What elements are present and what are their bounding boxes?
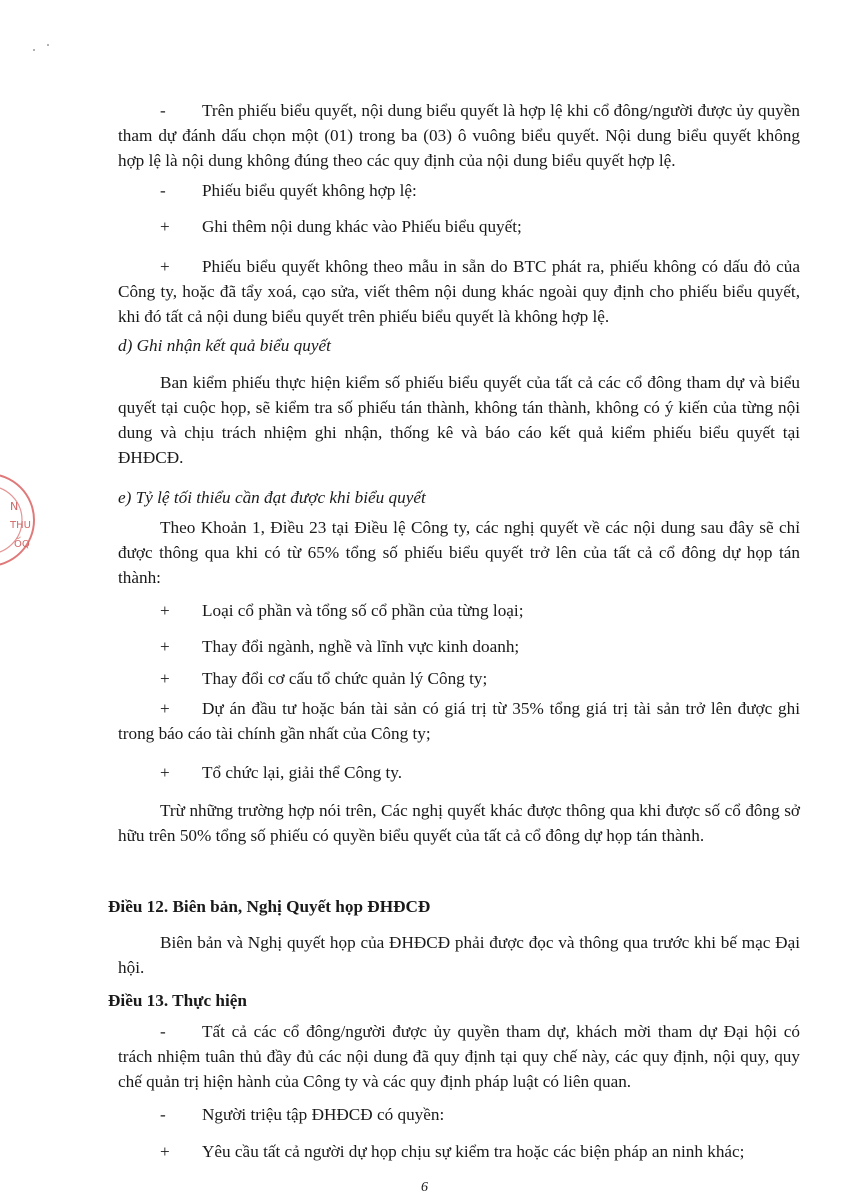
list-marker: -	[160, 1105, 166, 1124]
scan-speck	[33, 49, 35, 51]
scan-speck	[47, 44, 49, 46]
section-heading-e: e) Tỷ lệ tối thiểu cần đạt được khi biểu quyết	[118, 488, 426, 507]
list-item	[118, 214, 800, 239]
paragraph-text: Phiếu biểu quyết không theo mẫu in sẵn do BTC phát ra, phiếu không có dấu đỏ của Công ty, hoặc đã tẩy xoá, cạo sửa, viết thêm nội dung khác ngoài quy định cho phiếu biểu quyết, khi đó tất cả nội dung biểu quyết trên phiếu biểu quyết là không hợp lệ.	[118, 257, 800, 326]
list-marker: +	[160, 601, 170, 620]
paragraph-text: Thay đổi cơ cấu tổ chức quản lý Công ty;	[202, 669, 488, 688]
list-item	[118, 760, 800, 785]
paragraph-text: Trên phiếu biểu quyết, nội dung biểu quyết là hợp lệ khi cổ đông/người được ủy quyền tham dự đánh dấu chọn một (01) trong ba (03) ô vuông biểu quyết. Nội dung biểu quyết không hợp lệ là nội dung không đúng theo các quy định của nội dung biểu quyết hợp lệ.	[118, 101, 800, 170]
paragraph-text: Tổ chức lại, giải thể Công ty.	[202, 763, 403, 782]
article-13-heading: Điều 13. Thực hiện	[108, 991, 247, 1010]
paragraph-text: Người triệu tập ĐHĐCĐ có quyền:	[202, 1105, 445, 1124]
paragraph-text: Loại cổ phần và tổng số cổ phần của từng loại;	[202, 601, 524, 620]
svg-text:ỐQ: ỐQ	[14, 539, 30, 550]
list-marker: -	[160, 181, 166, 200]
list-item	[118, 696, 800, 746]
list-marker: +	[160, 637, 170, 656]
paragraph-text: Thay đổi ngành, nghề và lĩnh vực kinh doanh;	[202, 637, 520, 656]
paragraph-valid-ballot	[118, 98, 800, 173]
list-marker: +	[160, 669, 170, 688]
paragraph-invalid-ballot	[118, 178, 800, 203]
list-marker: -	[160, 101, 166, 120]
svg-text:THU: THU	[10, 520, 31, 531]
list-item	[118, 666, 800, 691]
list-marker: +	[160, 699, 170, 718]
list-item	[118, 254, 800, 329]
list-marker: -	[160, 1022, 166, 1041]
red-seal-stamp	[0, 470, 38, 570]
list-item	[118, 1139, 800, 1164]
svg-text:N: N	[10, 500, 19, 513]
paragraph-text: Tất cả các cổ đông/người được ủy quyền tham dự, khách mời tham dự Đại hội có trách nhiệm tuân thủ đầy đủ các nội dung đã quy định tại quy chế này, các quy định, nội quy, quy chế quản trị hiện hành của Công ty và các quy định pháp luật có liên quan.	[118, 1022, 800, 1091]
paragraph-other-resolutions: Trừ những trường hợp nói trên, Các nghị quyết khác được thông qua khi được số cổ đông sở hữu trên 50% tổng số phiếu có quyền biểu quyết của tất cả cổ đông dự họp tán thành.	[118, 801, 800, 845]
paragraph-minutes: Biên bản và Nghị quyết họp của ĐHĐCĐ phải được đọc và thông qua trước khi bế mạc Đại hội.	[118, 933, 800, 977]
paragraph-text: Phiếu biểu quyết không hợp lệ:	[202, 181, 417, 200]
section-heading-d: d) Ghi nhận kết quả biểu quyết	[118, 336, 331, 355]
article-12-heading: Điều 12. Biên bản, Nghị Quyết họp ĐHĐCĐ	[108, 897, 431, 916]
list-marker: +	[160, 217, 170, 236]
list-item	[118, 634, 800, 659]
paragraph-threshold: Theo Khoản 1, Điều 23 tại Điều lệ Công ty, các nghị quyết về các nội dung sau đây sẽ chỉ được thông qua khi có từ 65% tổng số phiếu biểu quyết trở lên của tất cả cổ đông dự họp tán thành:	[118, 518, 800, 587]
paragraph-text: Ghi thêm nội dung khác vào Phiếu biểu quyết;	[202, 217, 522, 236]
paragraph-compliance	[118, 1019, 800, 1094]
page-number: 6	[421, 1180, 428, 1195]
paragraph-vote-counting: Ban kiểm phiếu thực hiện kiểm số phiếu biểu quyết của tất cả các cổ đông tham dự và biểu quyết tại cuộc họp, sẽ kiểm tra số phiếu tán thành, không tán thành, không có ý kiến của từng nội dung và chịu trách nhiệm ghi nhận, thống kê và báo cáo kết quả kiểm phiếu biểu quyết tại ĐHĐCĐ.	[118, 373, 800, 467]
paragraph-text: Dự án đầu tư hoặc bán tài sản có giá trị từ 35% tổng giá trị tài sản trở lên được ghi trong báo cáo tài chính gần nhất của Công ty;	[118, 699, 800, 743]
list-marker: +	[160, 257, 170, 276]
list-item	[118, 598, 800, 623]
paragraph-text: Yêu cầu tất cả người dự họp chịu sự kiểm tra hoặc các biện pháp an ninh khác;	[202, 1142, 745, 1161]
list-marker: +	[160, 1142, 170, 1161]
paragraph-convener	[118, 1102, 800, 1127]
list-marker: +	[160, 763, 170, 782]
